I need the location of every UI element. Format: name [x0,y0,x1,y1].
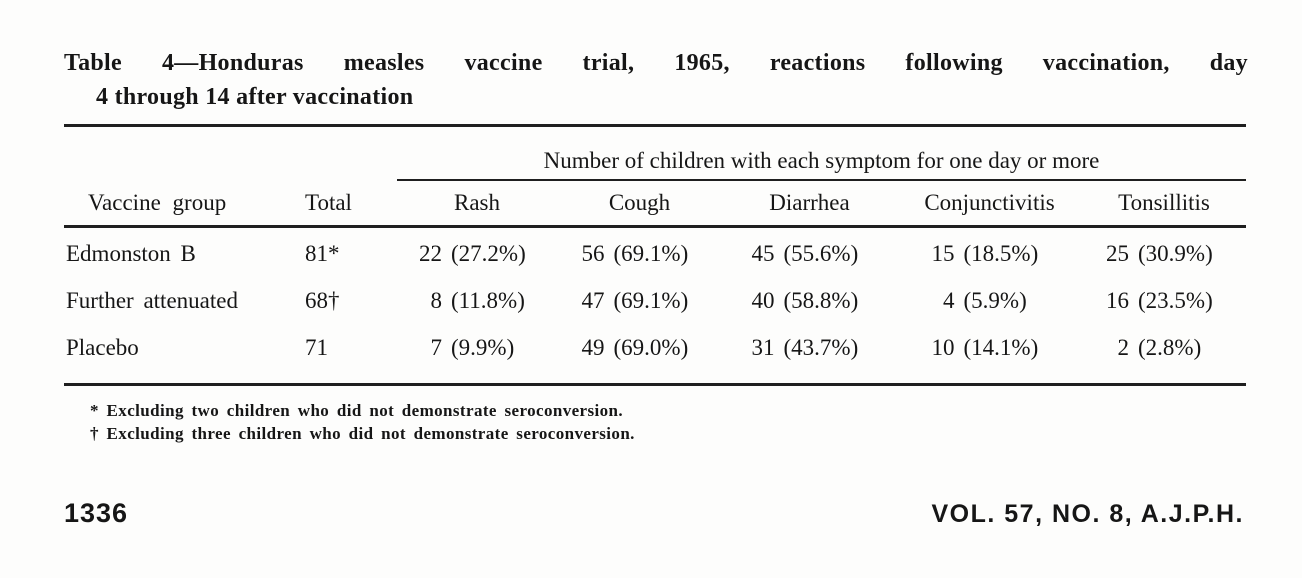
cell-diarrhea: 45 (55.6%) [751,240,859,266]
cell-conjunctivitis: 4 (5.9%) [943,287,1027,313]
table-bottom-rule [64,383,1246,386]
cell-tonsillitis: 25 (30.9%) [1106,240,1213,266]
cell-group-name: Placebo [66,334,139,360]
col-header-vaccine-group: Vaccine group [88,190,227,215]
col-header-tonsillitis: Tonsillitis [1118,190,1210,215]
cell-cough: 56 (69.1%) [581,240,689,266]
table-title-line2: 4 through 14 after vaccination [96,84,414,110]
footnote-dagger: † Excluding three children who did not demonstrate seroconversion. [90,424,635,443]
table-title-line1: Table 4—Honduras measles vaccine trial, 1965, reactions following vaccination, day [64,50,1248,76]
reactions-table [64,124,1246,386]
column-header-row [64,181,1246,225]
page-footer [64,498,1244,529]
table-row-further-attenuated [64,277,1246,324]
journal-reference: VOL. 57, NO. 8, A.J.P.H. [931,500,1244,528]
table-row-placebo [64,324,1246,371]
col-header-diarrhea: Diarrhea [769,190,850,215]
col-header-rash: Rash [454,190,500,215]
cell-total: 81* [305,240,340,266]
cell-diarrhea: 40 (58.8%) [751,287,859,313]
col-header-cough: Cough [608,190,671,215]
cell-group-name: Further attenuated [66,287,238,313]
cell-tonsillitis: 16 (23.5%) [1106,287,1213,313]
cell-conjunctivitis: 15 (18.5%) [931,240,1039,266]
cell-diarrhea: 31 (43.7%) [751,334,859,360]
cell-conjunctivitis: 10 (14.1%) [931,334,1039,360]
table-footnotes [64,399,1248,445]
cell-cough: 49 (69.0%) [581,334,689,360]
cell-rash: 8 (11.8%) [430,287,525,313]
spanner-header: Number of children with each symptom for one day or more [397,127,1246,181]
col-header-total: Total [305,190,352,215]
spanner-spacer [64,127,397,181]
cell-total: 68† [305,287,340,313]
footnote-asterisk: * Excluding two children who did not demonstrate seroconversion. [90,401,624,420]
table-row-edmonston-b [64,230,1246,277]
cell-tonsillitis: 2 (2.8%) [1117,334,1202,360]
spanner-row [64,127,1246,181]
cell-group-name: Edmonston B [66,240,196,266]
table-title [64,46,1248,114]
cell-rash: 7 (9.9%) [430,334,515,360]
cell-total: 71 [305,334,328,360]
cell-rash: 22 (27.2%) [419,240,526,266]
col-header-conjunctivitis: Conjunctivitis [924,190,1055,215]
table-body [64,228,1246,383]
cell-cough: 47 (69.1%) [581,287,689,313]
page-number: 1336 [64,498,129,528]
